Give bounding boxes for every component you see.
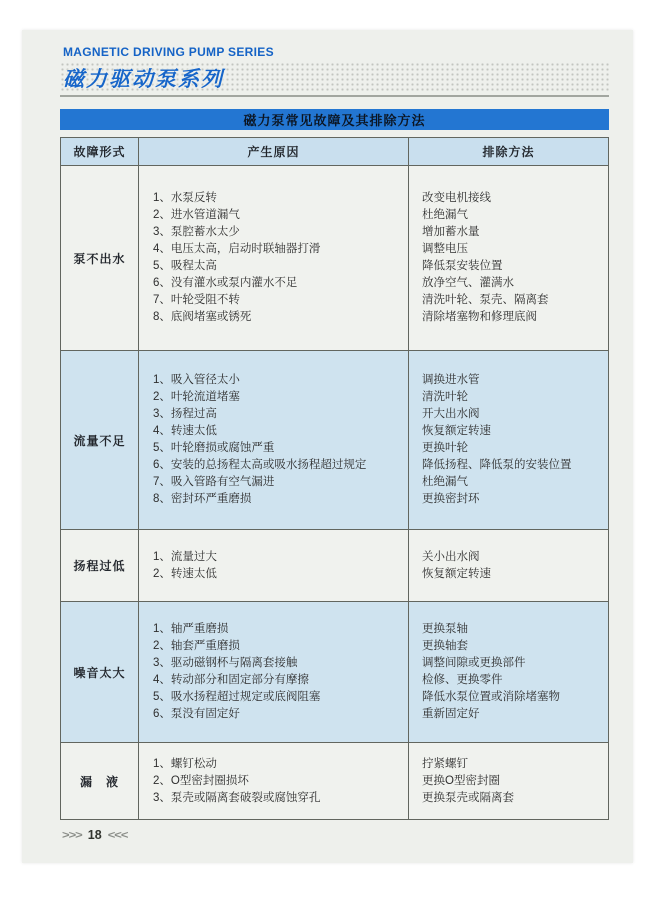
- solution-line: 更换密封环: [422, 493, 480, 505]
- page-footer: [62, 827, 127, 842]
- fault-label: 泵不出水: [73, 251, 126, 266]
- cause-line: 3、驱动磁钢杯与隔离套接触: [153, 657, 298, 669]
- causes-cell: [139, 166, 409, 350]
- cause-line: 5、吸水扬程超过规定或底阀阻塞: [153, 691, 321, 703]
- solution-line: 重新固定好: [422, 708, 480, 720]
- cause-line: 3、扬程过高: [153, 408, 217, 420]
- cause-line: 1、流量过大: [153, 550, 217, 563]
- solutions-cell: [409, 743, 608, 819]
- cause-line: 2、进水管道漏气: [153, 209, 240, 221]
- cause-line: 5、吸程太高: [153, 260, 217, 272]
- solution-line: 清除堵塞物和修理底阀: [422, 311, 537, 323]
- cause-line: 2、O型密封圈损坏: [153, 774, 249, 787]
- halftone-dot-band: [60, 62, 609, 93]
- cause-line: 2、转速太低: [153, 567, 217, 580]
- page-title-english: MAGNETIC DRIVING PUMP SERIES: [63, 45, 274, 59]
- cause-line: 3、泵腔蓄水太少: [153, 226, 240, 238]
- solution-line: 清洗叶轮: [422, 391, 468, 403]
- cause-line: 5、叶轮磨损或腐蚀严重: [153, 442, 275, 454]
- solution-line: 检修、更换零件: [422, 674, 503, 686]
- scanned-document-page: [22, 30, 633, 863]
- causes-cell: [139, 530, 409, 601]
- causes-cell: [139, 351, 409, 529]
- cause-line: 7、叶轮受阻不转: [153, 294, 240, 306]
- causes-cell: [139, 602, 409, 742]
- solution-line: 恢复额定转速: [422, 567, 491, 580]
- solution-line: 降低扬程、降低泵的安装位置: [422, 459, 572, 471]
- solution-line: 拧紧螺钉: [422, 757, 468, 770]
- cause-line: 2、轴套严重磨损: [153, 640, 240, 652]
- solutions-cell: [409, 530, 608, 601]
- chevrons-right-icon: >>>: [62, 828, 82, 841]
- page-title-chinese: 磁力驱动泵系列: [63, 67, 224, 91]
- fault-label: 流量不足: [73, 433, 126, 448]
- solution-line: 开大出水阀: [422, 408, 480, 420]
- table-row: [61, 529, 608, 601]
- solutions-cell: [409, 351, 608, 529]
- cause-line: 4、转速太低: [153, 425, 217, 437]
- table-header-row: [61, 138, 608, 165]
- solution-line: 放净空气、灌满水: [422, 277, 514, 289]
- horizontal-rule: [60, 95, 609, 97]
- cause-line: 1、轴严重磨损: [153, 623, 229, 635]
- solution-line: 杜绝漏气: [422, 476, 468, 488]
- cause-line: 6、泵没有固定好: [153, 708, 240, 720]
- cause-line: 6、安装的总扬程太高或吸水扬程超过规定: [153, 459, 367, 471]
- solution-line: 更换叶轮: [422, 442, 468, 454]
- solution-line: 更换泵轴: [422, 623, 468, 635]
- solution-line: 更换轴套: [422, 640, 468, 652]
- cause-line: 1、水泵反转: [153, 192, 217, 204]
- section-banner: 磁力泵常见故障及其排除方法: [60, 109, 609, 130]
- solution-line: 杜绝漏气: [422, 209, 468, 221]
- cause-line: 2、叶轮流道堵塞: [153, 391, 240, 403]
- cause-line: 3、泵壳或隔离套破裂或腐蚀穿孔: [153, 791, 321, 804]
- solutions-cell: [409, 602, 608, 742]
- fault-label: 噪音太大: [73, 665, 126, 680]
- solution-line: 更换泵壳或隔离套: [422, 791, 514, 804]
- cause-line: 1、吸入管径太小: [153, 374, 240, 386]
- solution-line: 清洗叶轮、泵壳、隔离套: [422, 294, 549, 306]
- column-header-cause: 产生原因: [139, 138, 409, 165]
- solution-line: 恢复额定转速: [422, 425, 491, 437]
- causes-cell: [139, 743, 409, 819]
- cause-line: 8、底阀堵塞或锈死: [153, 311, 252, 323]
- page-number: 18: [87, 827, 102, 842]
- solution-line: 降低泵安装位置: [422, 260, 503, 272]
- solution-line: 调整间隙或更换部件: [422, 657, 526, 669]
- table-row: [61, 165, 608, 350]
- table-row: [61, 601, 608, 742]
- cause-line: 4、电压太高，启动时联轴器打滑: [153, 243, 321, 255]
- solution-line: 更换O型密封圈: [422, 774, 500, 787]
- fault-table: [60, 137, 609, 820]
- cause-line: 6、没有灌水或泵内灌水不足: [153, 277, 298, 289]
- table-row: [61, 350, 608, 529]
- chevrons-left-icon: <<<: [107, 828, 128, 841]
- solution-line: 改变电机接线: [422, 192, 491, 204]
- solution-line: 调换进水管: [422, 374, 480, 386]
- fault-label: 扬程过低: [73, 559, 126, 573]
- solution-line: 降低水泵位置或消除堵塞物: [422, 691, 560, 703]
- fault-label: 漏 液: [79, 774, 119, 789]
- solution-line: 关小出水阀: [422, 550, 480, 563]
- solutions-cell: [409, 166, 608, 350]
- cause-line: 7、吸入管路有空气漏进: [153, 476, 275, 488]
- cause-line: 1、螺钉松动: [153, 757, 217, 770]
- cause-line: 8、密封环严重磨损: [153, 493, 252, 505]
- solution-line: 调整电压: [422, 243, 468, 255]
- table-row: [61, 742, 608, 819]
- column-header-solution: 排除方法: [482, 145, 535, 159]
- solution-line: 增加蓄水量: [422, 226, 480, 238]
- cause-line: 4、转动部分和固定部分有摩擦: [153, 674, 309, 686]
- column-header-fault: 故障形式: [61, 138, 139, 165]
